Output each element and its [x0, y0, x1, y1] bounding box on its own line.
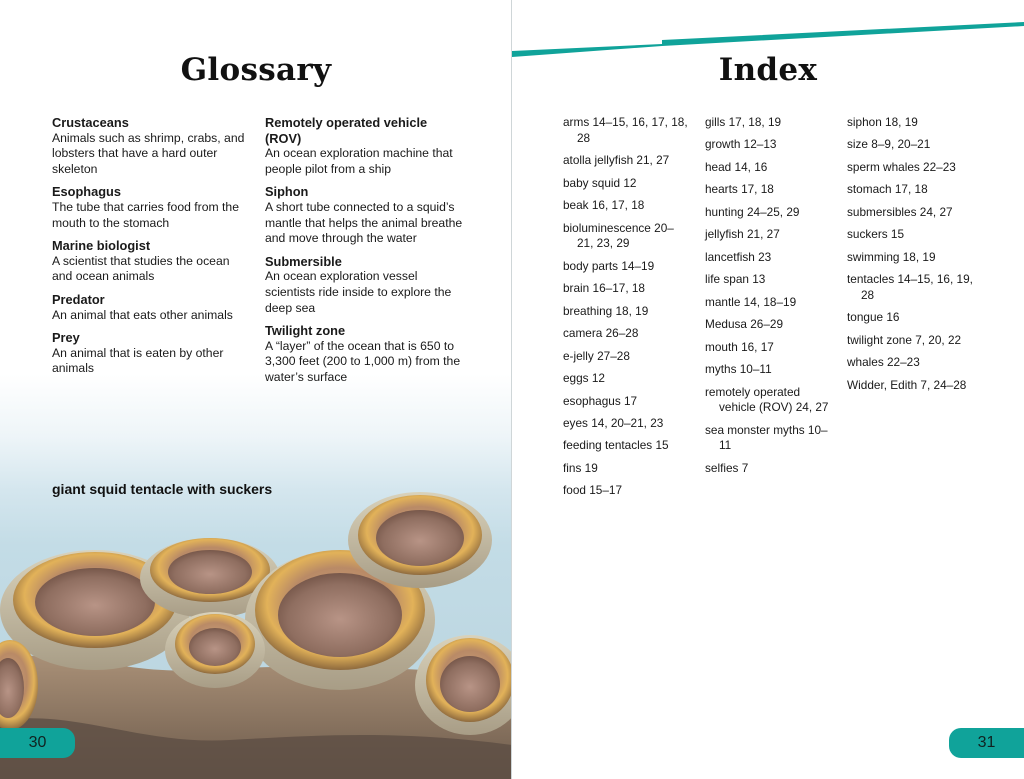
- index-entry: selfies 7: [705, 460, 749, 475]
- accent-stripe: [512, 0, 1024, 60]
- glossary-definition: A “layer” of the ocean that is 650 to 3,300 feet (200 to 1,000 m) from the water’s surface: [265, 338, 461, 384]
- glossary-term: Marine biologist: [52, 238, 151, 254]
- index-entry: mouth 16, 17: [705, 339, 774, 354]
- glossary-definition: An ocean exploration machine that people pilot from a ship: [265, 146, 453, 176]
- index-entry: eggs 12: [563, 371, 605, 386]
- glossary-term: Esophagus: [52, 184, 121, 200]
- index-entry: whales 22–23: [847, 355, 920, 370]
- glossary-definition: Animals such as shrimp, crabs, and lobsters that have a hard outer skeleton: [52, 130, 245, 176]
- glossary-term: Predator: [52, 291, 105, 307]
- index-entry: swimming 18, 19: [847, 249, 936, 264]
- glossary-title: Glossary: [180, 52, 332, 88]
- glossary-definition: The tube that carries food from the mouth to the stomach: [52, 199, 239, 230]
- index-entry: twilight zone 7, 20, 22: [847, 332, 962, 347]
- index-entry: feeding tentacles 15: [563, 438, 669, 453]
- index-column-3: [847, 115, 977, 400]
- glossary-entry: [265, 184, 465, 246]
- glossary-column-2: [265, 115, 465, 393]
- photo-caption: giant squid tentacle with suckers: [52, 481, 273, 497]
- glossary-entry: [265, 254, 465, 316]
- glossary-term: Crustaceans: [52, 115, 129, 130]
- squid-tentacle-photo: [0, 470, 512, 779]
- index-entry: lancetfish 23: [705, 249, 772, 264]
- index-entry: hearts 17, 18: [705, 182, 774, 197]
- glossary-entry: [52, 115, 252, 177]
- index-entry: Widder, Edith 7, 24–28: [847, 377, 967, 392]
- index-entry: stomach 17, 18: [847, 182, 928, 197]
- index-entry: siphon 18, 19: [847, 115, 918, 129]
- index-entry: eyes 14, 20–21, 23: [563, 416, 664, 430]
- index-entry: sperm whales 22–23: [847, 159, 956, 174]
- index-entry: e-jelly 27–28: [563, 348, 630, 363]
- index-entry: arms 14–15, 16, 17, 18, 28: [563, 115, 688, 145]
- index-entry: tentacles 14–15, 16, 19, 28: [847, 272, 973, 302]
- glossary-term: Twilight zone: [265, 323, 346, 339]
- glossary-definition: An animal that is eaten by other animals: [52, 345, 224, 376]
- index-entry: esophagus 17: [563, 393, 638, 408]
- page-number-right: 31: [949, 728, 1024, 758]
- glossary-definition: A short tube connected to a squid’s mantle that helps the animal breathe and move through the water: [265, 199, 463, 246]
- index-entry: myths 10–11: [705, 362, 772, 377]
- index-title: Index: [718, 52, 818, 88]
- index-entry: mantle 14, 18–19: [705, 294, 797, 309]
- index-entry: brain 16–17, 18: [563, 281, 645, 296]
- index-entry: food 15–17: [563, 483, 623, 498]
- index-entry: jellyfish 21, 27: [705, 227, 780, 242]
- index-entry: life span 13: [705, 272, 766, 287]
- index-entry: remotely operated vehicle (ROV) 24, 27: [705, 384, 829, 415]
- index-entry: breathing 18, 19: [563, 303, 649, 318]
- index-entry: gills 17, 18, 19: [705, 115, 782, 129]
- index-entry: size 8–9, 20–21: [847, 137, 931, 152]
- index-entry: camera 26–28: [563, 326, 639, 341]
- index-entry: atolla jellyfish 21, 27: [563, 153, 670, 168]
- index-entry: bioluminescence 20–21, 23, 29: [563, 220, 674, 251]
- index-entry: tongue 16: [847, 310, 900, 325]
- glossary-entry: [52, 330, 252, 377]
- glossary-definition: A scientist that studies the ocean and ocean animals: [52, 253, 230, 284]
- glossary-column-1: [52, 115, 252, 384]
- page-number-left: 30: [0, 728, 75, 758]
- index-entry: hunting 24–25, 29: [705, 204, 800, 219]
- glossary-definition: An ocean exploration vessel scientists ride inside to explore the deep sea: [265, 269, 452, 315]
- glossary-term: Prey: [52, 330, 80, 346]
- glossary-definition: An animal that eats other animals: [52, 307, 233, 322]
- glossary-entry: [52, 292, 252, 323]
- index-entry: Medusa 26–29: [705, 317, 784, 332]
- glossary-entry: [265, 115, 465, 177]
- glossary-term: Siphon: [265, 184, 309, 200]
- index-entry: beak 16, 17, 18: [563, 198, 645, 213]
- index-entry: fins 19: [563, 460, 598, 475]
- index-entry: suckers 15: [847, 227, 905, 242]
- glossary-entry: [265, 323, 465, 385]
- index-column-1: [563, 115, 688, 506]
- index-entry: growth 12–13: [705, 137, 777, 152]
- index-entry: sea monster myths 10–11: [705, 422, 828, 453]
- index-entry: body parts 14–19: [563, 258, 655, 273]
- glossary-term: Submersible: [265, 253, 342, 269]
- index-entry: head 14, 16: [705, 159, 768, 174]
- index-entry: submersibles 24, 27: [847, 204, 953, 219]
- glossary-entry: [52, 238, 252, 285]
- glossary-term: Remotely operated vehicle (ROV): [265, 115, 428, 146]
- index-entry: baby squid 12: [563, 175, 637, 190]
- index-column-2: [705, 115, 830, 483]
- glossary-entry: [52, 184, 252, 231]
